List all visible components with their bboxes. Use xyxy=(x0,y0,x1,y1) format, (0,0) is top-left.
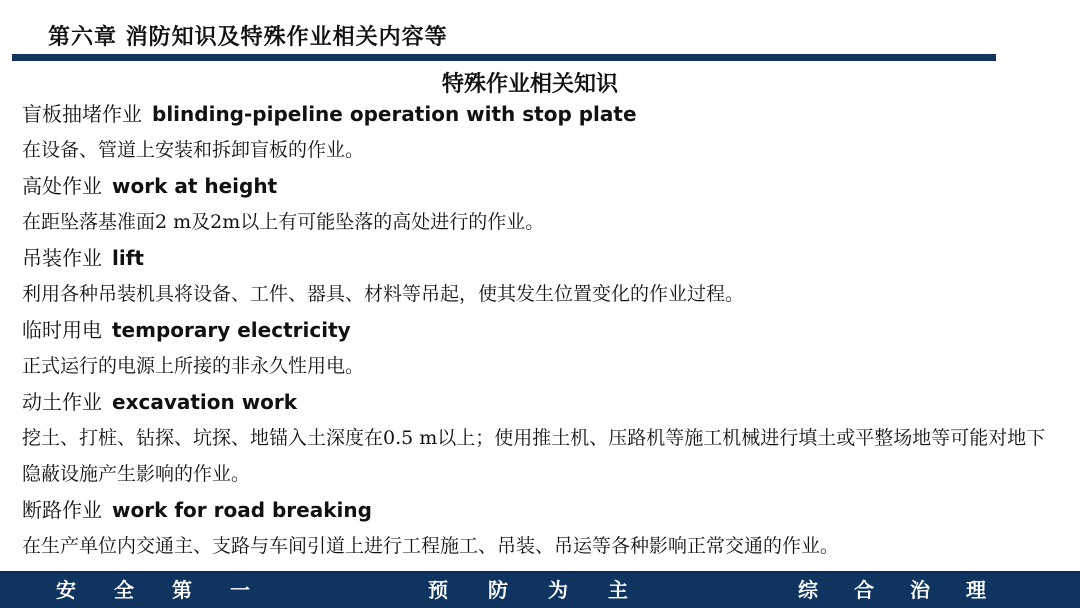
term-en: excavation work xyxy=(112,390,298,414)
footer-banner xyxy=(0,571,1080,608)
term-entry-electricity xyxy=(22,312,1062,384)
term-heading xyxy=(22,312,1062,348)
term-entry-road-breaking xyxy=(22,492,1062,564)
term-en: blinding-pipeline operation with stop plate xyxy=(152,102,637,126)
term-definition: 挖土、打桩、钻探、坑探、地锚入土深度在0.5 m以上；使用推土机、压路机等施工机械进行填土或平整场地等可能对地下隐蔽设施产生影响的作业。 xyxy=(22,427,1046,485)
term-en: temporary electricity xyxy=(112,318,351,342)
term-definition: 利用各种吊装机具将设备、工件、器具、材料等吊起，使其发生位置变化的作业过程。 xyxy=(22,283,745,305)
title-rule xyxy=(12,54,996,61)
term-cn: 盲板抽堵作业 xyxy=(22,102,142,126)
term-definition: 在设备、管道上安装和拆卸盲板的作业。 xyxy=(22,139,365,161)
term-entry-height xyxy=(22,168,1062,240)
term-definition: 在生产单位内交通主、支路与车间引道上进行工程施工、吊装、吊运等各种影响正常交通的作业。 xyxy=(22,535,840,557)
term-en: work for road breaking xyxy=(112,498,372,522)
term-cn: 动土作业 xyxy=(22,390,102,414)
term-heading xyxy=(22,168,1062,204)
term-heading xyxy=(22,240,1062,276)
term-entry-excavation xyxy=(22,384,1062,492)
chapter-title: 第六章 消防知识及特殊作业相关内容等 xyxy=(48,25,448,50)
term-cn: 高处作业 xyxy=(22,174,102,198)
term-entry-lift xyxy=(22,240,1062,312)
section-title: 特殊作业相关知识 xyxy=(441,72,618,97)
term-cn: 临时用电 xyxy=(22,318,102,342)
term-en: lift xyxy=(112,246,144,270)
term-heading xyxy=(22,492,1062,528)
term-cn: 吊装作业 xyxy=(22,246,102,270)
slogan-prevention-first: 预防为主 xyxy=(428,578,668,602)
slogan-comprehensive-governance: 综合治理 xyxy=(798,578,1022,602)
term-definition: 在距坠落基准面2 m及2m以上有可能坠落的高处进行的作业。 xyxy=(22,211,545,233)
term-en: work at height xyxy=(112,174,278,198)
term-heading xyxy=(22,96,1062,132)
slogan-safety-first: 安全第一 xyxy=(56,578,288,602)
term-entry-blinding xyxy=(22,96,1062,168)
term-heading xyxy=(22,384,1062,420)
term-cn: 断路作业 xyxy=(22,498,102,522)
term-definition: 正式运行的电源上所接的非永久性用电。 xyxy=(22,355,365,377)
term-list xyxy=(22,96,1062,564)
